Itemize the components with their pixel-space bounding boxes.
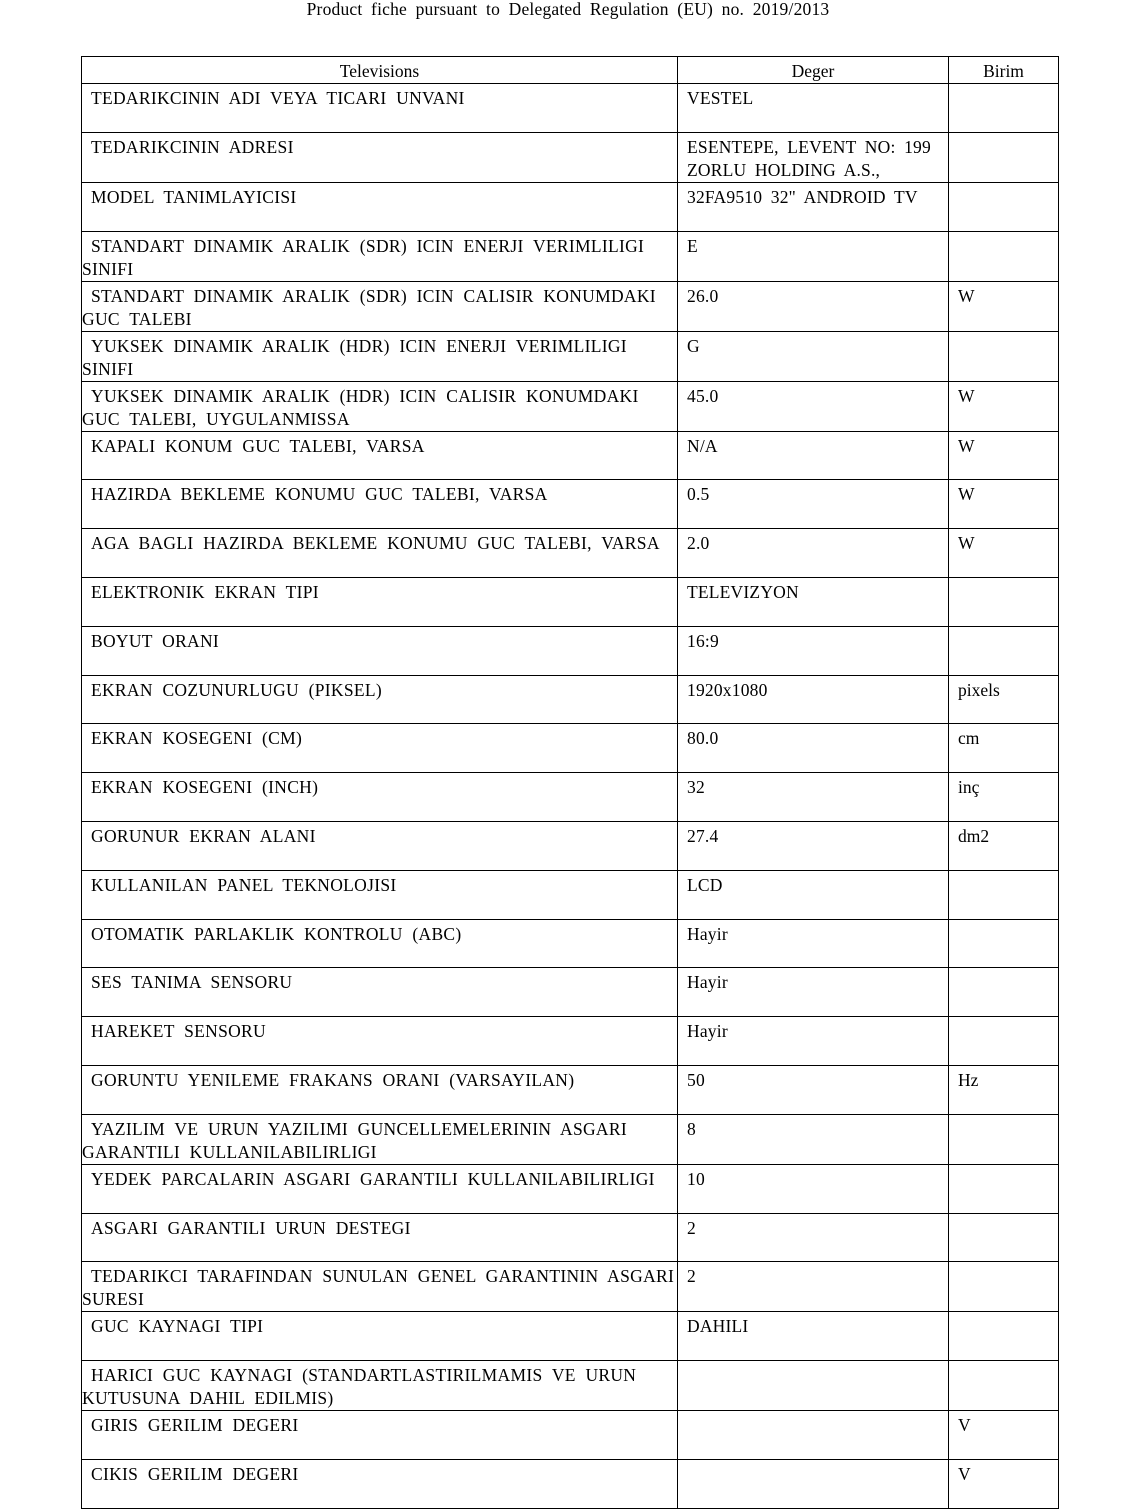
row-unit (949, 1312, 1059, 1361)
row-label (82, 821, 678, 870)
row-unit: W (949, 480, 1059, 529)
table-row (82, 84, 1059, 133)
row-unit: W (949, 529, 1059, 578)
row-value: 45.0 (678, 381, 949, 431)
row-label-text: CIKIS GERILIM DEGERI (91, 1463, 299, 1484)
table-row (82, 577, 1059, 626)
row-label-text: EKRAN KOSEGENI (INCH) (91, 777, 319, 798)
table-row (82, 626, 1059, 675)
row-unit: V (949, 1411, 1059, 1460)
row-label (82, 281, 678, 331)
row-label-text: EKRAN KOSEGENI (CM) (91, 728, 303, 749)
row-unit (949, 231, 1059, 281)
row-value: 32 (678, 773, 949, 822)
row-label-text: ASGARI GARANTILI URUN DESTEGI (91, 1217, 411, 1238)
row-unit (949, 1262, 1059, 1312)
row-value: LCD (678, 870, 949, 919)
header-birim: Birim (949, 57, 1059, 84)
row-label (82, 870, 678, 919)
row-label-text: BOYUT ORANI (91, 630, 220, 651)
table-row (82, 529, 1059, 578)
row-label (82, 381, 678, 431)
document-title: Product fiche pursuant to Delegated Regulation (EU) no. 2019/2013 (306, 0, 830, 19)
row-value (678, 1361, 949, 1411)
row-unit (949, 577, 1059, 626)
row-value: 80.0 (678, 724, 949, 773)
table-row (82, 1213, 1059, 1262)
table-row (82, 1411, 1059, 1460)
row-label (82, 1361, 678, 1411)
row-unit: W (949, 281, 1059, 331)
row-unit (949, 182, 1059, 231)
row-label-text: YAZILIM VE URUN YAZILIMI GUNCELLEMELERININ ASGARI GARANTILI KULLANILABILIRLIGI (82, 1118, 627, 1162)
table-row (82, 132, 1059, 182)
table-row (82, 431, 1059, 480)
table-body (82, 84, 1059, 1509)
table-row (82, 281, 1059, 331)
row-value: 2 (678, 1213, 949, 1262)
row-unit: cm (949, 724, 1059, 773)
header-televisions: Televisions (82, 57, 678, 84)
row-label-text: ELEKTRONIK EKRAN TIPI (91, 581, 319, 602)
table-row (82, 1065, 1059, 1114)
row-label (82, 1114, 678, 1164)
row-label (82, 331, 678, 381)
row-label-text: EKRAN COZUNURLUGU (PIKSEL) (91, 679, 382, 700)
row-label-text: HARICI GUC KAYNAGI (STANDARTLASTIRILMAMIS VE URUN KUTUSUNA DAHIL EDILMIS) (82, 1365, 637, 1409)
row-unit (949, 331, 1059, 381)
row-label-text: YEDEK PARCALARIN ASGARI GARANTILI KULLANILABILIRLIGI (91, 1168, 655, 1189)
row-label-text: OTOMATIK PARLAKLIK KONTROLU (ABC) (91, 923, 462, 944)
row-unit (949, 968, 1059, 1017)
row-label (82, 968, 678, 1017)
table-row (82, 773, 1059, 822)
row-label (82, 84, 678, 133)
row-label (82, 431, 678, 480)
row-value: 27.4 (678, 821, 949, 870)
table-header (82, 57, 1059, 84)
row-label-text: GUC KAYNAGI TIPI (91, 1316, 264, 1337)
row-unit: pixels (949, 675, 1059, 724)
row-label (82, 626, 678, 675)
row-unit (949, 84, 1059, 133)
row-unit (949, 870, 1059, 919)
row-value: 16:9 (678, 626, 949, 675)
row-unit: V (949, 1459, 1059, 1508)
row-label-text: YUKSEK DINAMIK ARALIK (HDR) ICIN CALISIR KONUMDAKI GUC TALEBI, UYGULANMISSA (82, 385, 639, 429)
row-label-text: HAZIRDA BEKLEME KONUMU GUC TALEBI, VARSA (91, 484, 548, 505)
table-row (82, 381, 1059, 431)
row-label (82, 773, 678, 822)
row-label-text: STANDART DINAMIK ARALIK (SDR) ICIN CALISIR KONUMDAKI GUC TALEBI (82, 285, 656, 329)
row-value: 10 (678, 1164, 949, 1213)
row-label (82, 480, 678, 529)
header-deger: Deger (678, 57, 949, 84)
row-label-text: KULLANILAN PANEL TEKNOLOJISI (91, 874, 397, 895)
row-value: ESENTEPE, LEVENT NO: 199 ZORLU HOLDING A.S., (678, 132, 949, 182)
row-label-text: GORUNTU YENILEME FRAKANS ORANI (VARSAYILAN) (91, 1069, 575, 1090)
row-label (82, 1411, 678, 1460)
table-row (82, 480, 1059, 529)
row-label-text: TEDARIKCI TARAFINDAN SUNULAN GENEL GARANTININ ASGARI SURESI (82, 1266, 675, 1310)
row-value: 1920x1080 (678, 675, 949, 724)
table-row (82, 919, 1059, 968)
row-value: 2.0 (678, 529, 949, 578)
row-value (678, 1411, 949, 1460)
row-label (82, 1213, 678, 1262)
table-row (82, 231, 1059, 281)
table-row (82, 1262, 1059, 1312)
row-label-text: GORUNUR EKRAN ALANI (91, 825, 316, 846)
row-unit (949, 1164, 1059, 1213)
row-label (82, 1312, 678, 1361)
row-unit (949, 919, 1059, 968)
product-fiche-table (81, 56, 1059, 1509)
table-row (82, 968, 1059, 1017)
table-row (82, 675, 1059, 724)
row-label-text: MODEL TANIMLAYICISI (91, 186, 297, 207)
table-row (82, 1459, 1059, 1508)
row-label (82, 1164, 678, 1213)
row-label-text: YUKSEK DINAMIK ARALIK (HDR) ICIN ENERJI VERIMLILIGI SINIFI (82, 335, 627, 379)
row-label (82, 1262, 678, 1312)
row-unit (949, 132, 1059, 182)
row-value: 2 (678, 1262, 949, 1312)
row-label (82, 919, 678, 968)
table-row (82, 1017, 1059, 1066)
row-value: 8 (678, 1114, 949, 1164)
row-value: G (678, 331, 949, 381)
row-value: N/A (678, 431, 949, 480)
table-row (82, 1312, 1059, 1361)
row-label (82, 231, 678, 281)
row-label (82, 577, 678, 626)
row-label-text: GIRIS GERILIM DEGERI (91, 1415, 299, 1436)
row-unit (949, 1213, 1059, 1262)
row-unit: W (949, 431, 1059, 480)
table-row (82, 821, 1059, 870)
row-value: 26.0 (678, 281, 949, 331)
row-label (82, 1017, 678, 1066)
row-value: Hayir (678, 919, 949, 968)
row-unit: dm2 (949, 821, 1059, 870)
row-label (82, 1065, 678, 1114)
table-row (82, 1114, 1059, 1164)
table-row (82, 870, 1059, 919)
row-label (82, 132, 678, 182)
table-row (82, 1361, 1059, 1411)
table-row (82, 724, 1059, 773)
row-unit (949, 1361, 1059, 1411)
row-value: 0.5 (678, 480, 949, 529)
row-unit (949, 626, 1059, 675)
table-row (82, 182, 1059, 231)
row-value (678, 1459, 949, 1508)
row-label (82, 724, 678, 773)
row-unit: inç (949, 773, 1059, 822)
row-unit: W (949, 381, 1059, 431)
row-unit (949, 1114, 1059, 1164)
row-label-text: STANDART DINAMIK ARALIK (SDR) ICIN ENERJI VERIMLILIGI SINIFI (82, 235, 645, 279)
row-value: Hayir (678, 1017, 949, 1066)
row-label-text: AGA BAGLI HAZIRDA BEKLEME KONUMU GUC TALEBI, VARSA (91, 533, 660, 554)
row-unit: Hz (949, 1065, 1059, 1114)
row-label (82, 1459, 678, 1508)
row-value: VESTEL (678, 84, 949, 133)
row-label-text: KAPALI KONUM GUC TALEBI, VARSA (91, 435, 425, 456)
row-label-text: HAREKET SENSORU (91, 1021, 266, 1042)
row-value: TELEVIZYON (678, 577, 949, 626)
row-label (82, 675, 678, 724)
row-label-text: TEDARIKCININ ADRESI (91, 136, 294, 157)
row-value: DAHILI (678, 1312, 949, 1361)
row-label (82, 182, 678, 231)
row-value: Hayir (678, 968, 949, 1017)
row-value: E (678, 231, 949, 281)
row-value: 32FA9510 32" ANDROID TV (678, 182, 949, 231)
row-unit (949, 1017, 1059, 1066)
row-label (82, 529, 678, 578)
table-row (82, 1164, 1059, 1213)
row-label-text: SES TANIMA SENSORU (91, 972, 293, 993)
row-label-text: TEDARIKCININ ADI VEYA TICARI UNVANI (91, 88, 465, 108)
row-value: 50 (678, 1065, 949, 1114)
header-row (82, 57, 1059, 84)
table-row (82, 331, 1059, 381)
